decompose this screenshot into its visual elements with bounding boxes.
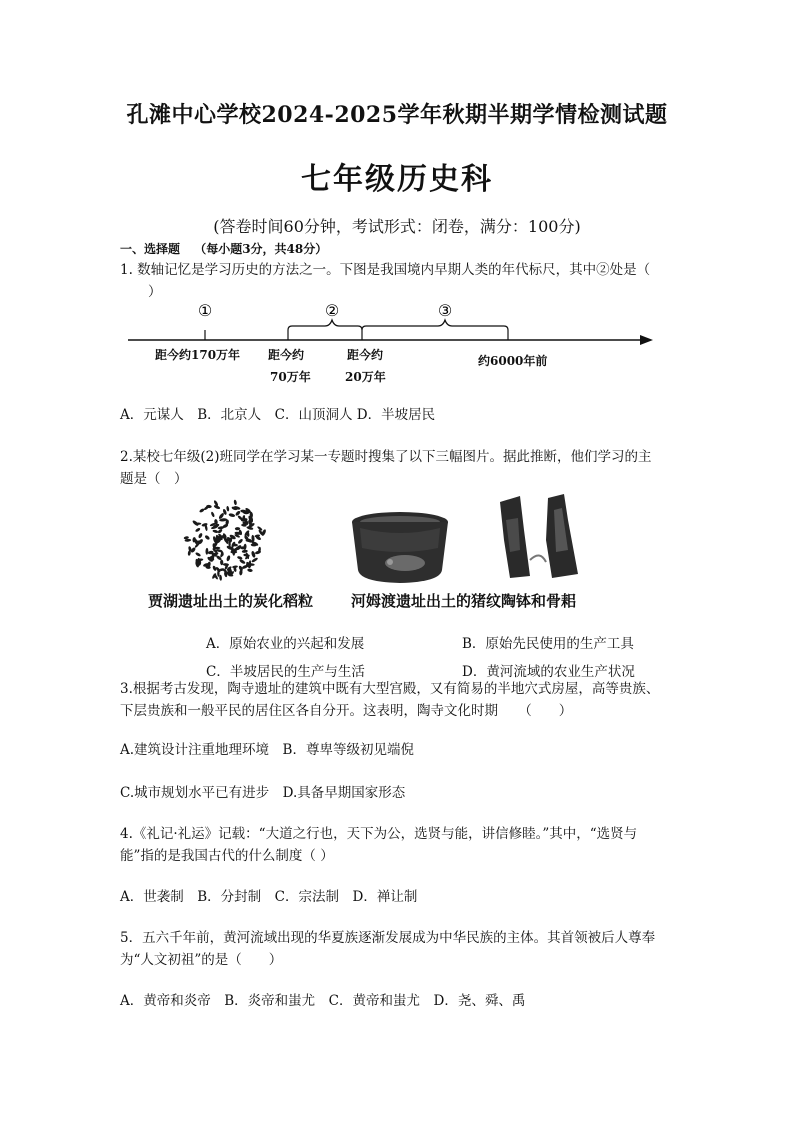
exam-info: (答卷时间60分钟，考试形式：闭卷，满分：100分) [213, 217, 581, 236]
timeline-diagram [120, 300, 660, 390]
caption-pottery: 河姆渡遗址出土的猪纹陶钵和骨耜 [351, 592, 577, 610]
timeline-label-70-b: 70万年 [270, 370, 311, 384]
rice-grain [251, 557, 258, 563]
exam-title: 孔滩中心学校2024-2025学年秋期半期学情检测试题 [126, 102, 668, 128]
question-4-options: A．世袭制 B．分封制 C．宗法制 D．禅让制 [120, 889, 418, 905]
question-2-option-c: C．半坡居民的生产与生活 [206, 664, 365, 680]
rice-grain [226, 506, 229, 512]
rice-grain [237, 538, 243, 544]
brace-3 [362, 320, 508, 340]
timeline-arrow [640, 335, 653, 345]
marker-2: ② [324, 301, 340, 320]
question-5-options: A．黄帝和炎帝 B．炎帝和蚩尤 C．黄帝和蚩尤 D．尧、舜、禹 [120, 993, 526, 1009]
timeline-label-170: 距今约170万年 [155, 348, 241, 362]
rice-grain [205, 548, 208, 555]
question-3-options-ab: A.建筑设计注重地理环境 B．尊卑等级初见端倪 [120, 742, 414, 758]
rice-grain [212, 529, 218, 533]
question-2-text: 2.某校七年级(2)班同学在学习某一专题时搜集了以下三幅图片。据此推断，他们学习的主 [120, 449, 652, 465]
rice-grain [204, 535, 210, 541]
rice-grain [195, 552, 201, 557]
question-2-option-d: D．黄河流域的农业生产状况 [462, 664, 635, 680]
rice-grain [210, 511, 215, 517]
question-5-text: 5．五六千年前，黄河流域出现的华夏族逐渐发展成为中华民族的主体。其首领被后人尊奉 [120, 930, 656, 946]
rice-grain [199, 508, 205, 513]
timeline-label-20-b: 20万年 [345, 370, 386, 384]
question-3-text-cont: 下层贵族和一般平民的居住区各自分开。这表明，陶寺文化时期 （ ） [120, 703, 573, 719]
timeline-label-6000: 约6000年前 [478, 354, 548, 368]
rice-grain [235, 510, 241, 516]
rice-grains-image [183, 498, 269, 582]
question-1-text: 1. 数轴记忆是学习历史的方法之一。下图是我国境内早期人类的年代标尺，其中②处是（ [120, 262, 651, 278]
timeline-label-70-a: 距今约 [268, 348, 305, 362]
section-title: 一、选择题 [120, 242, 181, 256]
marker-1: ① [197, 301, 213, 320]
caption-rice: 贾湖遗址出土的炭化稻粒 [148, 592, 314, 610]
question-3-options-cd: C.城市规划水平已有进步 D.具备早期国家形态 [120, 785, 406, 801]
rice-grain [230, 551, 237, 554]
rice-grain [239, 559, 246, 565]
question-2-option-b: B．原始先民使用的生产工具 [462, 636, 634, 652]
rice-grain [228, 513, 235, 518]
timeline-label-20-a: 距今约 [347, 348, 384, 362]
question-4-text-cont: 能”指的是我国古代的什么制度（ ） [120, 848, 334, 864]
rice-grain [233, 499, 237, 505]
marker-3: ③ [437, 301, 453, 320]
question-2-text-cont: 题是（ ） [120, 471, 188, 487]
rice-grain [198, 532, 203, 538]
question-4-text: 4.《礼记·礼运》记载：“大道之行也，天下为公，选贤与能，讲信修睦。”其中，“选贤与 [120, 826, 638, 842]
pottery-bowl-image [350, 508, 450, 588]
section-note: （每小题3分，共48分） [194, 242, 328, 256]
rice-grain [237, 556, 243, 560]
rice-grain [219, 575, 222, 581]
rice-grain [195, 527, 201, 532]
question-1-options: A．元谋人 B．北京人 C．山顶洞人 D．半坡居民 [120, 407, 436, 423]
rice-grain [235, 527, 240, 530]
bone-spade-image [494, 490, 589, 582]
question-3-text: 3.根据考古发现，陶寺遗址的建筑中既有大型宫殿，又有简易的半地穴式房屋，高等贵族、 [120, 681, 660, 697]
brace-2 [288, 320, 362, 340]
section-heading [120, 240, 327, 257]
rice-grain [251, 551, 256, 559]
question-5-text-cont: 为“人文初祖”的是（ ） [120, 952, 283, 968]
question-2-option-a: A．原始农业的兴起和发展 [206, 636, 365, 652]
rice-grain [247, 568, 253, 572]
subject-title: 七年级历史科 [301, 162, 493, 197]
question-1-text-cont: ） [148, 284, 162, 300]
rice-grain [226, 555, 231, 562]
